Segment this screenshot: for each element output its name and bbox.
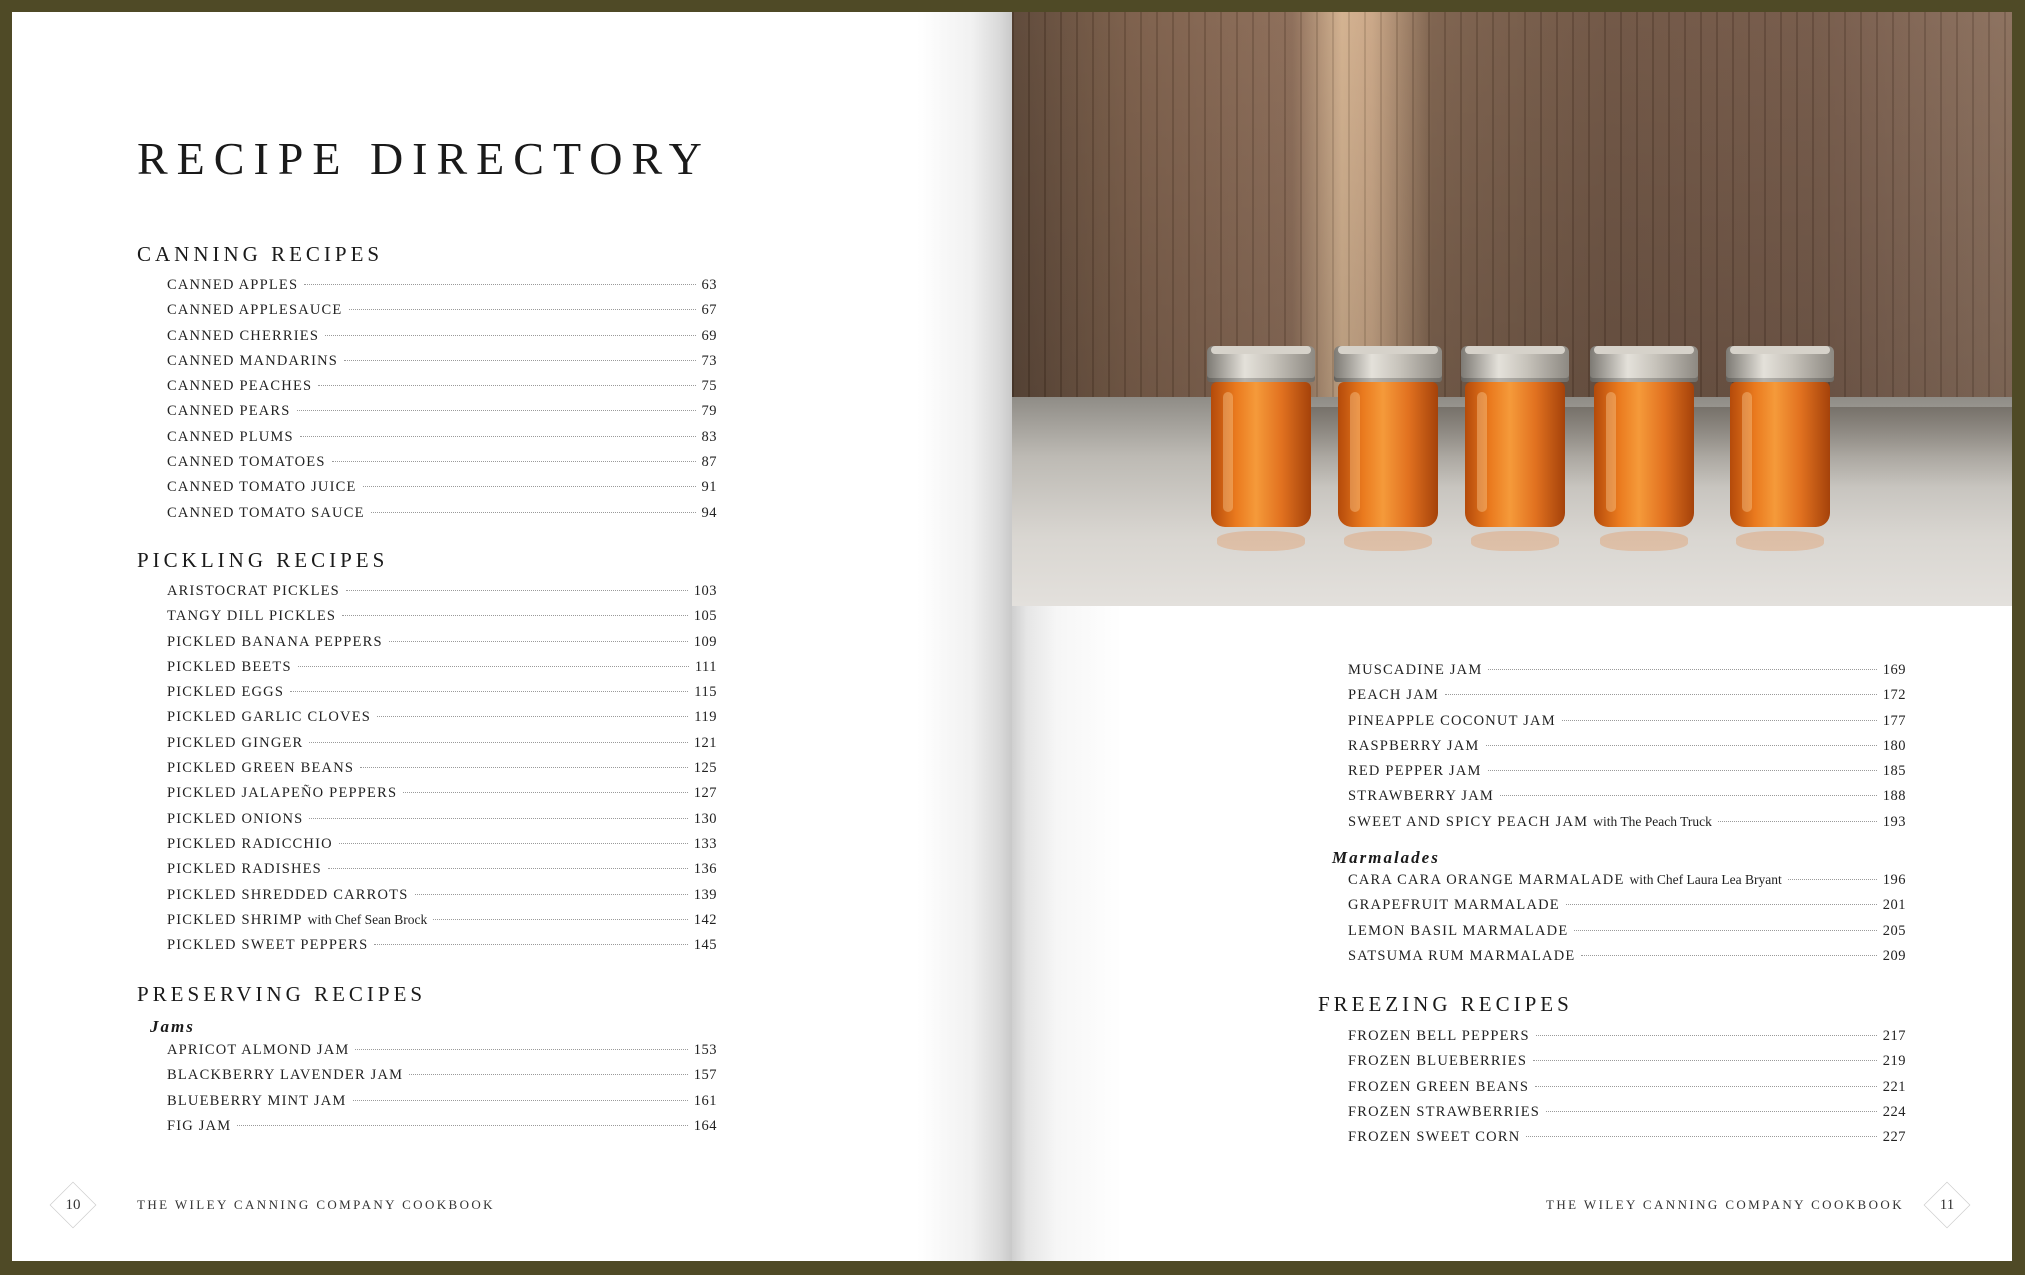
recipe-page-number: 127 bbox=[693, 785, 717, 802]
dot-leader bbox=[339, 843, 688, 844]
dot-leader bbox=[433, 919, 688, 920]
recipe-page-number: 145 bbox=[693, 937, 717, 954]
recipe-page-number: 69 bbox=[701, 327, 717, 344]
directory-entry bbox=[167, 1093, 717, 1118]
recipe-name: SATSUMA RUM MARMALADE bbox=[1348, 947, 1576, 964]
recipe-page-number: 75 bbox=[701, 378, 717, 395]
right-page bbox=[1012, 12, 2012, 1261]
recipe-page-number: 139 bbox=[693, 886, 717, 903]
directory-entry bbox=[1348, 662, 1906, 687]
dot-leader bbox=[374, 944, 687, 945]
directory-entry bbox=[1348, 687, 1906, 712]
section-title-pickling: PICKLING RECIPES bbox=[137, 548, 389, 572]
recipe-name: PICKLED SHRIMP bbox=[167, 911, 303, 928]
recipe-page-number: 217 bbox=[1882, 1028, 1906, 1044]
directory-entry bbox=[167, 454, 717, 479]
pickling-list bbox=[167, 583, 717, 962]
recipe-name: CANNED CHERRIES bbox=[167, 327, 320, 344]
recipe-name: PICKLED BANANA PEPPERS bbox=[167, 633, 383, 650]
recipe-name: CANNED PEACHES bbox=[167, 378, 313, 395]
dot-leader bbox=[403, 792, 688, 793]
directory-entry bbox=[167, 302, 717, 327]
dot-leader bbox=[342, 615, 688, 616]
recipe-name: CANNED TOMATOES bbox=[167, 454, 326, 471]
recipe-page-number: 105 bbox=[693, 608, 717, 625]
directory-entry bbox=[167, 659, 717, 684]
recipe-credit: with Chef Sean Brock bbox=[307, 911, 428, 927]
directory-entry bbox=[1348, 763, 1906, 788]
directory-entry bbox=[167, 760, 717, 785]
recipe-page-number: 111 bbox=[694, 658, 717, 675]
jar-3 bbox=[1461, 346, 1569, 531]
recipe-page-number: 103 bbox=[693, 583, 717, 599]
jar-2 bbox=[1334, 346, 1442, 531]
directory-entry bbox=[167, 709, 717, 734]
directory-entry bbox=[1348, 1079, 1906, 1104]
recipe-name: CANNED PEARS bbox=[167, 403, 291, 420]
recipe-name: PICKLED RADISHES bbox=[167, 861, 322, 878]
directory-entry bbox=[167, 403, 717, 428]
recipe-page-number: 224 bbox=[1882, 1103, 1906, 1120]
directory-entry bbox=[167, 1042, 717, 1067]
section-title-canning: CANNING RECIPES bbox=[137, 242, 384, 266]
directory-entry bbox=[167, 1067, 717, 1092]
recipe-page-number: 133 bbox=[693, 835, 717, 852]
dot-leader bbox=[298, 666, 689, 667]
recipe-page-number: 73 bbox=[701, 352, 717, 369]
dot-leader bbox=[309, 742, 687, 743]
recipe-page-number: 121 bbox=[693, 734, 717, 751]
left-page bbox=[12, 12, 1012, 1261]
recipe-page-number: 177 bbox=[1882, 712, 1906, 729]
recipe-page-number: 83 bbox=[701, 428, 717, 445]
recipe-name: CANNED PLUMS bbox=[167, 428, 294, 445]
recipe-page-number: 227 bbox=[1882, 1129, 1906, 1146]
directory-entry bbox=[167, 634, 717, 659]
dot-leader bbox=[300, 436, 696, 437]
recipe-page-number: 63 bbox=[701, 277, 717, 293]
recipe-name: CARA CARA ORANGE MARMALADE bbox=[1348, 872, 1625, 888]
recipe-page-number: 142 bbox=[693, 911, 717, 928]
recipe-credit: with The Peach Truck bbox=[1593, 813, 1712, 829]
recipe-page-number: 196 bbox=[1882, 872, 1906, 888]
dot-leader bbox=[309, 818, 687, 819]
directory-entry bbox=[167, 328, 717, 353]
dot-leader bbox=[318, 385, 695, 386]
jams-list-right bbox=[1348, 662, 1906, 839]
directory-entry bbox=[1348, 738, 1906, 763]
recipe-name: CANNED MANDARINS bbox=[167, 352, 339, 369]
dot-leader bbox=[1486, 745, 1877, 746]
recipe-page-number: 136 bbox=[693, 861, 717, 878]
recipe-name: RASPBERRY JAM bbox=[1348, 737, 1480, 754]
recipe-name: PICKLED GARLIC CLOVES bbox=[167, 709, 372, 726]
directory-entry bbox=[167, 277, 717, 302]
recipe-page-number: 185 bbox=[1882, 763, 1906, 780]
recipe-name: TANGY DILL PICKLES bbox=[167, 608, 337, 625]
section-title-preserving: PRESERVING RECIPES bbox=[137, 982, 427, 1006]
recipe-name: RED PEPPER JAM bbox=[1348, 763, 1482, 780]
recipe-name: CANNED APPLES bbox=[167, 277, 299, 293]
recipe-page-number: 219 bbox=[1882, 1053, 1906, 1070]
recipe-name: PICKLED SWEET PEPPERS bbox=[167, 937, 369, 954]
dot-leader bbox=[353, 1100, 688, 1101]
directory-entry bbox=[167, 735, 717, 760]
dot-leader bbox=[304, 284, 695, 285]
recipe-name: FROZEN BLUEBERRIES bbox=[1348, 1053, 1528, 1070]
jar-1 bbox=[1207, 346, 1315, 531]
recipe-page-number: 221 bbox=[1882, 1078, 1906, 1095]
directory-entry bbox=[1348, 814, 1906, 839]
dot-leader bbox=[325, 335, 695, 336]
directory-entry bbox=[1348, 872, 1906, 897]
recipe-name: FROZEN GREEN BEANS bbox=[1348, 1078, 1530, 1095]
directory-entry bbox=[1348, 1028, 1906, 1053]
dot-leader bbox=[297, 410, 696, 411]
dot-leader bbox=[349, 309, 696, 310]
directory-entry bbox=[167, 378, 717, 403]
directory-entry bbox=[1348, 1053, 1906, 1078]
recipe-page-number: 125 bbox=[693, 760, 717, 777]
recipe-page-number: 153 bbox=[693, 1042, 717, 1058]
directory-entry bbox=[1348, 923, 1906, 948]
dot-leader bbox=[409, 1074, 687, 1075]
dot-leader bbox=[1562, 720, 1877, 721]
recipe-name: MUSCADINE JAM bbox=[1348, 662, 1483, 678]
recipe-name: PICKLED ONIONS bbox=[167, 810, 304, 827]
dot-leader bbox=[1488, 669, 1876, 670]
dot-leader bbox=[355, 1049, 687, 1050]
recipe-page-number: 157 bbox=[693, 1067, 717, 1084]
dot-leader bbox=[344, 360, 695, 361]
recipe-page-number: 130 bbox=[693, 810, 717, 827]
dot-leader bbox=[389, 641, 688, 642]
directory-entry bbox=[167, 479, 717, 504]
dot-leader bbox=[1581, 955, 1876, 956]
recipe-page-number: 205 bbox=[1882, 922, 1906, 939]
recipe-name: FROZEN STRAWBERRIES bbox=[1348, 1103, 1541, 1120]
page-title: RECIPE DIRECTORY bbox=[137, 133, 711, 184]
recipe-credit: with Chef Laura Lea Bryant bbox=[1629, 872, 1782, 887]
directory-entry bbox=[1348, 788, 1906, 813]
dot-leader bbox=[377, 716, 688, 717]
dot-leader bbox=[346, 590, 688, 591]
recipe-page-number: 119 bbox=[694, 709, 717, 726]
directory-entry bbox=[167, 811, 717, 836]
dot-leader bbox=[363, 486, 696, 487]
recipe-name: LEMON BASIL MARMALADE bbox=[1348, 922, 1569, 939]
dot-leader bbox=[1500, 795, 1877, 796]
recipe-name: STRAWBERRY JAM bbox=[1348, 788, 1495, 805]
running-footer-left: THE WILEY CANNING COMPANY COOKBOOK bbox=[137, 1197, 495, 1212]
recipe-page-number: 109 bbox=[693, 633, 717, 650]
recipe-name: CANNED APPLESAUCE bbox=[167, 302, 343, 319]
subsection-title-jams: Jams bbox=[150, 1017, 195, 1036]
recipe-page-number: 164 bbox=[693, 1117, 717, 1134]
recipe-page-number: 91 bbox=[701, 479, 717, 496]
directory-entry bbox=[1348, 1104, 1906, 1129]
recipe-name: APRICOT ALMOND JAM bbox=[167, 1042, 350, 1058]
recipe-page-number: 87 bbox=[701, 454, 717, 471]
recipe-page-number: 161 bbox=[693, 1092, 717, 1109]
recipe-name: GRAPEFRUIT MARMALADE bbox=[1348, 897, 1560, 914]
recipe-page-number: 172 bbox=[1882, 687, 1906, 704]
directory-entry bbox=[1348, 1129, 1906, 1154]
dot-leader bbox=[1445, 694, 1877, 695]
dot-leader bbox=[1546, 1111, 1877, 1112]
recipe-name: PICKLED RADICCHIO bbox=[167, 835, 333, 852]
directory-entry bbox=[167, 684, 717, 709]
recipe-name: BLACKBERRY LAVENDER JAM bbox=[167, 1067, 404, 1084]
directory-entry bbox=[167, 1118, 717, 1143]
directory-entry bbox=[167, 505, 717, 530]
dot-leader bbox=[328, 868, 688, 869]
directory-entry bbox=[167, 887, 717, 912]
dot-leader bbox=[1536, 1035, 1877, 1036]
jar-4 bbox=[1590, 346, 1698, 531]
dot-leader bbox=[371, 512, 696, 513]
directory-entry bbox=[167, 608, 717, 633]
jars-photo bbox=[1012, 12, 2012, 606]
recipe-page-number: 193 bbox=[1882, 813, 1906, 830]
page-number-right: 11 bbox=[1924, 1182, 1970, 1228]
directory-entry bbox=[167, 583, 717, 608]
dot-leader bbox=[1535, 1086, 1877, 1087]
dot-leader bbox=[1566, 904, 1877, 905]
subsection-title-marmalades: Marmalades bbox=[1332, 848, 1440, 867]
jar-5 bbox=[1726, 346, 1834, 531]
recipe-name: ARISTOCRAT PICKLES bbox=[167, 583, 340, 599]
dot-leader bbox=[415, 894, 688, 895]
dot-leader bbox=[1533, 1060, 1877, 1061]
directory-entry bbox=[1348, 713, 1906, 738]
recipe-name: BLUEBERRY MINT JAM bbox=[167, 1092, 347, 1109]
dot-leader bbox=[237, 1125, 687, 1126]
recipe-name: FIG JAM bbox=[167, 1117, 232, 1134]
directory-entry bbox=[167, 836, 717, 861]
recipe-name: PICKLED JALAPEÑO PEPPERS bbox=[167, 785, 398, 802]
marmalades-list bbox=[1348, 872, 1906, 973]
recipe-page-number: 67 bbox=[701, 302, 717, 319]
canning-list bbox=[167, 277, 717, 530]
dot-leader bbox=[1788, 879, 1877, 880]
dot-leader bbox=[1574, 930, 1876, 931]
directory-entry bbox=[167, 937, 717, 962]
dot-leader bbox=[1526, 1136, 1876, 1137]
dot-leader bbox=[290, 691, 688, 692]
directory-entry bbox=[167, 353, 717, 378]
freezing-list bbox=[1348, 1028, 1906, 1154]
recipe-name: CANNED TOMATO JUICE bbox=[167, 479, 357, 496]
recipe-page-number: 115 bbox=[694, 684, 717, 701]
recipe-page-number: 79 bbox=[701, 403, 717, 420]
recipe-name: PICKLED SHREDDED CARROTS bbox=[167, 886, 409, 903]
directory-entry bbox=[167, 429, 717, 454]
recipe-name: PICKLED BEETS bbox=[167, 658, 292, 675]
running-footer-right: THE WILEY CANNING COMPANY COOKBOOK bbox=[1546, 1197, 1904, 1212]
recipe-page-number: 188 bbox=[1882, 788, 1906, 805]
recipe-name: PICKLED EGGS bbox=[167, 684, 285, 701]
recipe-page-number: 209 bbox=[1882, 947, 1906, 964]
section-title-freezing: FREEZING RECIPES bbox=[1318, 992, 1573, 1016]
dot-leader bbox=[1718, 821, 1877, 822]
recipe-name: PEACH JAM bbox=[1348, 687, 1439, 704]
dot-leader bbox=[332, 461, 696, 462]
recipe-name: FROZEN BELL PEPPERS bbox=[1348, 1028, 1530, 1044]
recipe-page-number: 180 bbox=[1882, 737, 1906, 754]
recipe-page-number: 94 bbox=[701, 504, 717, 521]
recipe-page-number: 169 bbox=[1882, 662, 1906, 678]
recipe-name: CANNED TOMATO SAUCE bbox=[167, 504, 365, 521]
page-number-left: 10 bbox=[50, 1182, 96, 1228]
recipe-name: PINEAPPLE COCONUT JAM bbox=[1348, 712, 1556, 729]
recipe-name: PICKLED GREEN BEANS bbox=[167, 760, 355, 777]
dot-leader bbox=[1488, 770, 1877, 771]
recipe-page-number: 201 bbox=[1882, 897, 1906, 914]
directory-entry bbox=[167, 912, 717, 937]
directory-entry bbox=[1348, 948, 1906, 973]
directory-entry bbox=[1348, 897, 1906, 922]
jams-list-left bbox=[167, 1042, 717, 1143]
dot-leader bbox=[360, 767, 688, 768]
recipe-name: PICKLED GINGER bbox=[167, 734, 304, 751]
directory-entry bbox=[167, 785, 717, 810]
directory-entry bbox=[167, 861, 717, 886]
recipe-name: FROZEN SWEET CORN bbox=[1348, 1129, 1521, 1146]
recipe-name: SWEET AND SPICY PEACH JAM bbox=[1348, 813, 1589, 830]
